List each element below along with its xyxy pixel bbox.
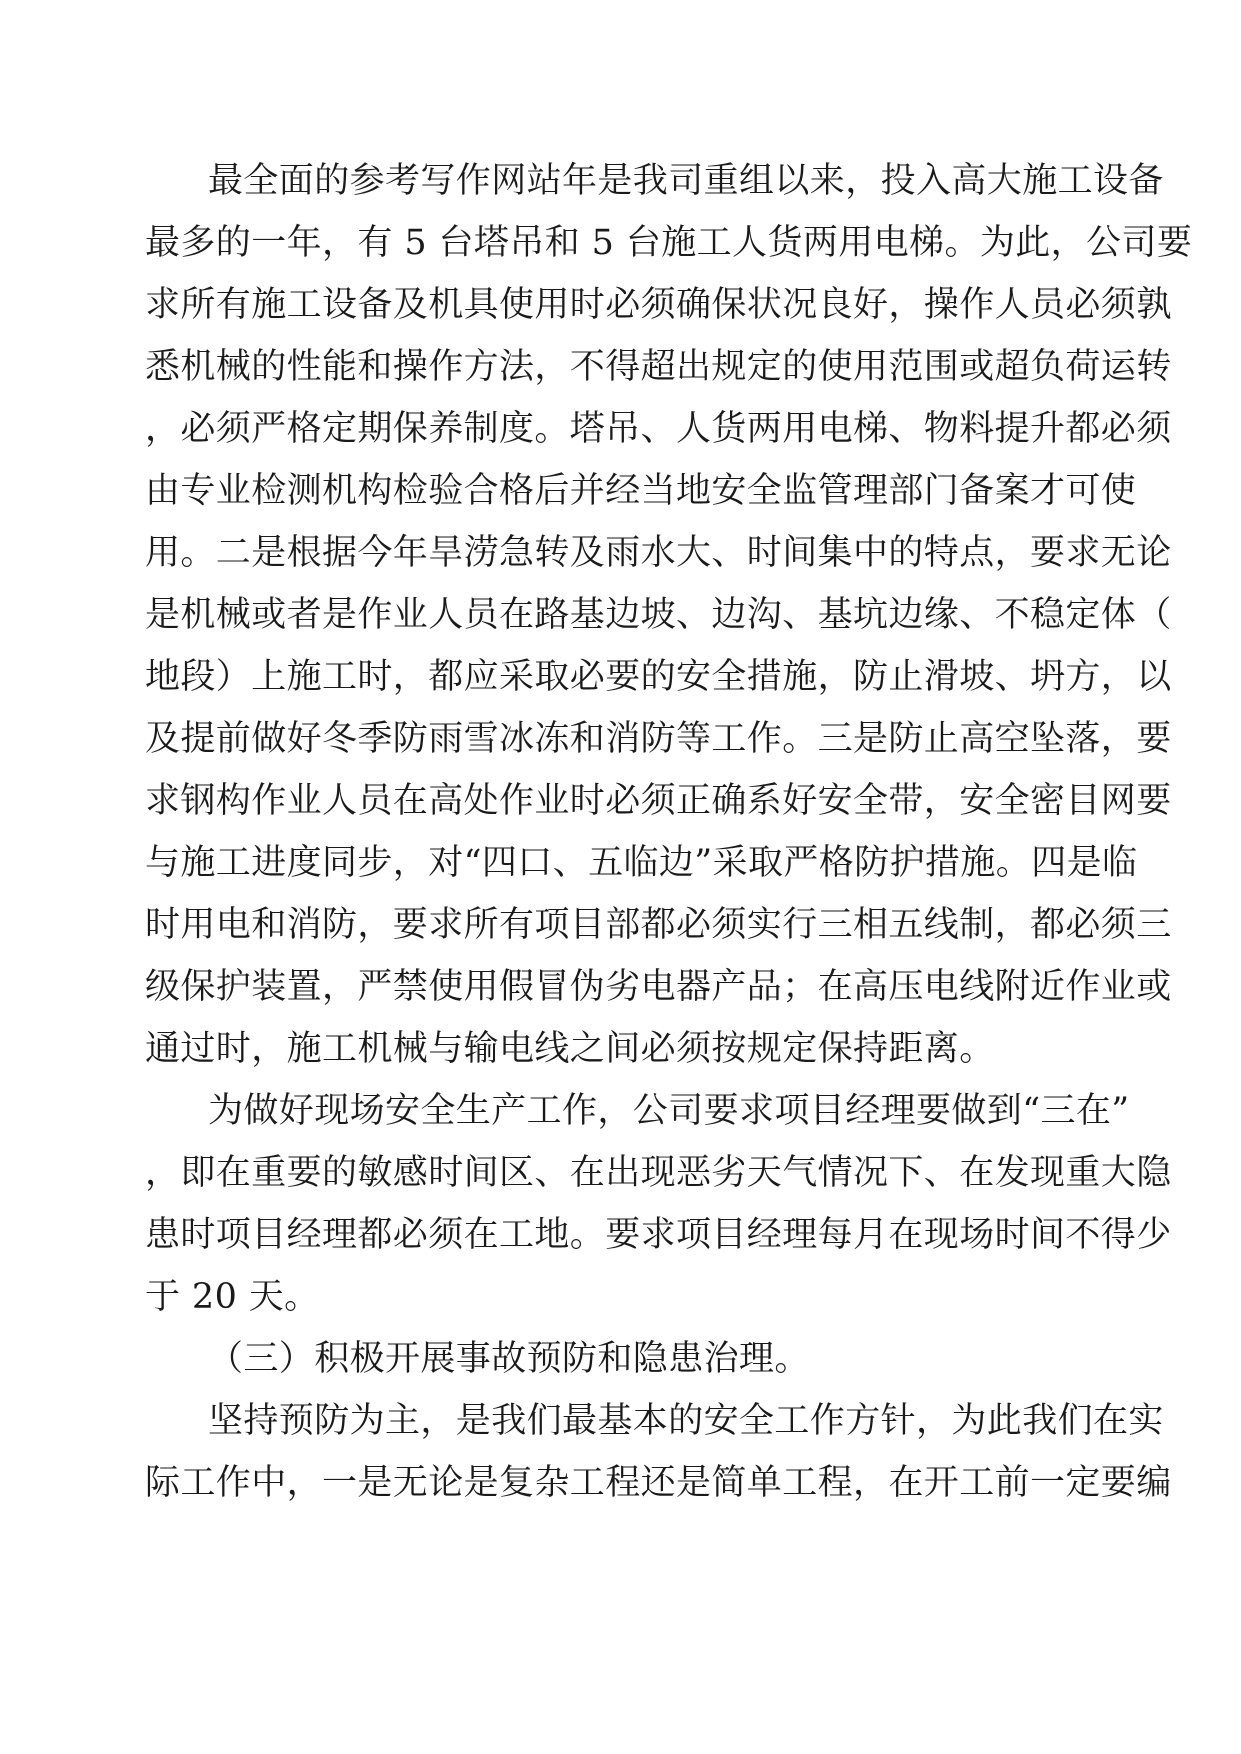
paragraph-1-line: 与施工进度同步，对“四口、五临边”采取严格防护措施。四是临 [145,843,1138,883]
paragraph-3-line: 坚持预防为主，是我们最基本的安全工作方针，为此我们在实 [208,1401,1164,1441]
paragraph-1-line: 由专业检测机构检验合格后并经当地安全监管理部门备案才可使 [145,471,1137,511]
body-text [145,159,1193,1523]
paragraph-1-line: 是机械或者是作业人员在路基边坡、边沟、基坑边缘、不稳定体（ [145,595,1172,635]
paragraph-2-line: 患时项目经理都必须在工地。要求项目经理每月在现场时间不得少 [145,1215,1172,1255]
paragraph-1-line: 级保护装置，严禁使用假冒伪劣电器产品；在高压电线附近作业或 [145,967,1172,1007]
paragraph-2-line: 于 20 天。 [145,1277,320,1317]
section-heading: （三）积极开展事故预防和隐患治理。 [208,1339,810,1379]
paragraph-1-line: 及提前做好冬季防雨雪冰冻和消防等工作。三是防止高空坠落，要 [145,719,1172,759]
paragraph-1-line: 求钢构作业人员在高处作业时必须正确系好安全带，安全密目网要 [145,781,1172,821]
paragraph-1-line: 最多的一年，有 5 台塔吊和 5 台施工人货两用电梯。为此，公司要 [145,223,1193,263]
paragraph-1-line: 最全面的参考写作网站年是我司重组以来，投入高大施工设备 [208,161,1164,201]
paragraph-1-line: 通过时，施工机械与输电线之间必须按规定保持距离。 [145,1029,995,1069]
paragraph-1-line: 时用电和消防，要求所有项目部都必须实行三相五线制，都必须三 [145,905,1172,945]
paragraph-1-line: 求所有施工设备及机具使用时必须确保状况良好，操作人员必须孰 [145,285,1172,325]
paragraph-2-line: ，即在重要的敏感时间区、在出现恶劣天气情况下、在发现重大隐 [145,1153,1172,1193]
paragraph-1-line: 地段）上施工时，都应采取必要的安全措施，防止滑坡、坍方，以 [145,657,1172,697]
paragraph-1-line: ，必须严格定期保养制度。塔吊、人货两用电梯、物料提升都必须 [145,409,1172,449]
paragraph-1-line: 用。二是根据今年旱涝急转及雨水大、时间集中的特点，要求无论 [145,533,1172,573]
paragraph-2-line: 为做好现场安全生产工作，公司要求项目经理要做到“三在” [208,1091,1130,1131]
paragraph-3-line: 际工作中，一是无论是复杂工程还是简单工程，在开工前一定要编 [145,1463,1172,1503]
paragraph-1-line: 悉机械的性能和操作方法，不得超出规定的使用范围或超负荷运转 [145,347,1172,387]
